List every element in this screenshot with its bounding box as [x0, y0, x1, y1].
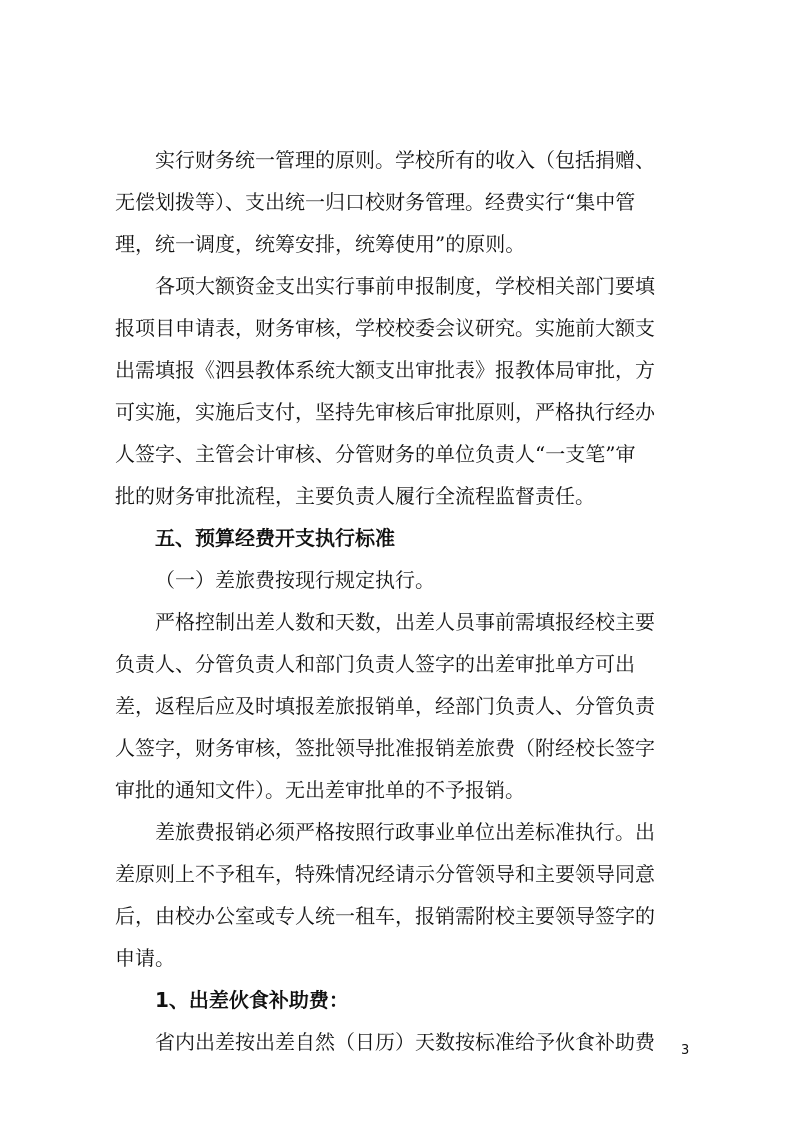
paragraph-line: 审批的通知文件）。无出差审批单的不予报销。 — [115, 778, 525, 802]
paragraph-line: 出需填报《泗县教体系统大额支出审批表》报教体局审批，方 — [115, 358, 655, 382]
paragraph-line: 批的财务审批流程，主要负责人履行全流程监督责任。 — [115, 484, 595, 508]
paragraph-line: 各项大额资金支出实行事前申报制度，学校相关部门要填 — [155, 274, 655, 298]
paragraph-line: 差旅费报销必须严格按照行政事业单位出差标准执行。出 — [155, 820, 655, 844]
subsection-heading: （一）差旅费按现行规定执行。 — [155, 568, 435, 592]
numbered-heading: 1、出差伙食补助费： — [155, 988, 349, 1012]
paragraph-line: 人签字、主管会计审核、分管财务的单位负责人“一支笔”审 — [115, 442, 636, 466]
paragraph-line: 实行财务统一管理的原则。学校所有的收入（包括捐赠、 — [155, 148, 655, 172]
paragraph-line: 差原则上不予租车，特殊情况经请示分管领导和主要领导同意 — [115, 862, 655, 886]
paragraph-line: 负责人、分管负责人和部门负责人签字的出差审批单方可出 — [115, 652, 635, 676]
page-number: 3 — [681, 1043, 690, 1058]
paragraph-line: 后，由校办公室或专人统一租车，报销需附校主要领导签字的 — [115, 904, 655, 928]
paragraph-line: 可实施，实施后支付，坚持先审核后审批原则，严格执行经办 — [115, 400, 655, 424]
paragraph-line: 严格控制出差人数和天数，出差人员事前需填报经校主要 — [155, 610, 655, 634]
section-heading: 五、预算经费开支执行标准 — [155, 526, 395, 550]
paragraph-line: 差，返程后应及时填报差旅报销单，经部门负责人、分管负责 — [115, 694, 655, 718]
paragraph-line: 报项目申请表，财务审核，学校校委会议研究。实施前大额支 — [115, 316, 655, 340]
paragraph-line: 理，统一调度，统筹安排，统筹使用”的原则。 — [115, 232, 526, 256]
paragraph-line: 无偿划拨等）、支出统一归口校财务管理。经费实行“集中管 — [115, 190, 636, 214]
paragraph-line: 人签字，财务审核，签批领导批准报销差旅费（附经校长签字 — [115, 736, 655, 760]
paragraph-line: 申请。 — [115, 946, 175, 970]
paragraph-line: 省内出差按出差自然（日历）天数按标准给予伙食补助费 — [155, 1030, 655, 1054]
